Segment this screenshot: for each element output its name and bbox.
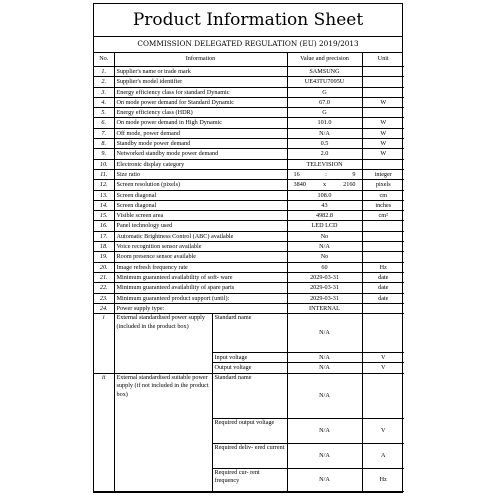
row-information: Visible screen area [114,211,287,221]
row-number: 10. [94,159,114,169]
row-value: 2029-03-31 [287,283,362,293]
table-row [94,77,404,87]
row-unit [362,67,404,77]
row-number: 15. [94,211,114,221]
power-supply-value: N/A [287,353,362,363]
row-unit [362,221,404,231]
row-unit: inches [362,200,404,210]
table-row [94,149,404,159]
row-value: 2029-03-31 [287,293,362,303]
info-table [94,52,404,492]
power-supply-label: Standard name [212,314,287,353]
row-information: Screen diagonal [114,200,287,210]
power-supply-label: Required deliv- ered current [212,443,287,468]
power-supply-value: N/A [287,373,362,418]
row-information: Minimum guaranteed availability of spare parts [114,283,287,293]
power-supply-number: ii [94,373,114,491]
row-unit [362,87,404,97]
table-row [94,252,404,262]
row-unit [362,77,404,87]
value-pair [290,180,360,189]
row-value: 67.0 [287,97,362,107]
row-number: 17. [94,231,114,241]
value-part: 16 [293,170,300,178]
power-supply-value: N/A [287,468,362,491]
row-value: 4982.8 [287,211,362,221]
row-number: 23. [94,293,114,303]
row-unit: W [362,97,404,107]
power-supply-label: Standard name [212,373,287,418]
row-information: Minimum guaranteed product support (until): [114,293,287,303]
power-supply-label: Required output voltage [212,418,287,443]
row-number: 14. [94,200,114,210]
table-row [94,87,404,97]
value-part: 2160 [343,181,356,189]
row-number: 2. [94,77,114,87]
row-unit: Hz [362,262,404,272]
power-supply-unit: V [362,363,404,373]
power-supply-row [94,373,404,418]
row-information: Off mode, power demand [114,128,287,138]
power-supply-value: N/A [287,314,362,353]
row-value: No [287,231,362,241]
row-value [287,180,362,190]
row-value: No [287,252,362,262]
value-part: : [325,170,327,178]
row-unit [362,108,404,118]
row-information: Power supply type: [114,303,287,313]
row-number: 22. [94,283,114,293]
row-number: 9. [94,149,114,159]
row-value: N/A [287,242,362,252]
row-number: 1. [94,67,114,77]
table-row [94,242,404,252]
row-information: Supplier's model identifier [114,77,287,87]
row-number: 4. [94,97,114,107]
row-value: 101.0 [287,118,362,128]
row-value: 60 [287,262,362,272]
table-row [94,97,404,107]
row-information: Screen diagonal [114,190,287,200]
row-value: 0.5 [287,139,362,149]
value-part: x [322,181,327,189]
row-unit: date [362,293,404,303]
power-supply-number: i [94,314,114,374]
row-information: Supplier's name or trade mark [114,67,287,77]
row-information: Screen resolution (pixels) [114,180,287,190]
row-number: 6. [94,118,114,128]
row-number: 19. [94,252,114,262]
row-information: Energy efficiency class for standard Dynamic [114,87,287,97]
row-information: Electronic display category [114,159,287,169]
row-unit: cm [362,190,404,200]
row-value: 108.0 [287,190,362,200]
row-unit [362,159,404,169]
row-value: G [287,87,362,97]
row-information: Room presence sensor available [114,252,287,262]
row-information: Voice recognition sensor available [114,242,287,252]
row-unit [362,303,404,313]
row-unit: integer [362,169,404,179]
table-row [94,159,404,169]
sheet-title: Product Information Sheet [94,4,402,37]
row-number: 24. [94,303,114,313]
table-row [94,283,404,293]
row-number: 7. [94,128,114,138]
power-supply-value: N/A [287,443,362,468]
table-row [94,139,404,149]
value-part: 3840 [293,181,306,189]
power-supply-label: Output voltage [212,363,287,373]
row-value [287,169,362,179]
row-number: 20. [94,262,114,272]
row-unit: date [362,272,404,282]
table-row [94,180,404,190]
row-number: 21. [94,272,114,282]
power-supply-label: Required cur- rent frequency [212,468,287,491]
power-supply-unit [362,314,404,353]
row-value: INTERNAL [287,303,362,313]
row-value: TELEVISION [287,159,362,169]
power-supply-unit [362,373,404,418]
row-value: 2029-03-31 [287,272,362,282]
value-pair [290,170,360,179]
row-information: Minimum guaranteed availability of soft- ware [114,272,287,282]
table-row [94,211,404,221]
row-number: 13. [94,190,114,200]
row-information: Standby mode power demand [114,139,287,149]
table-row [94,231,404,241]
row-number: 11. [94,169,114,179]
row-unit [362,252,404,262]
header-row [94,52,404,67]
power-supply-description: External standardised suitable power supply (if not included in the product box) [114,373,212,491]
row-information: Automatic Brightness Control (ABC) available [114,231,287,241]
header-information: Information [114,52,287,67]
row-information: Panel technology used [114,221,287,231]
power-supply-value: N/A [287,418,362,443]
power-supply-label: Input voltage [212,353,287,363]
row-unit: W [362,149,404,159]
row-unit [362,231,404,241]
row-unit: W [362,139,404,149]
power-supply-unit: V [362,353,404,363]
power-supply-value: N/A [287,363,362,373]
row-number: 8. [94,139,114,149]
row-value: 43 [287,200,362,210]
row-value: 2.0 [287,149,362,159]
header-no: No. [94,52,114,67]
value-part: 9 [352,170,356,178]
row-information: Image refresh frequency rate [114,262,287,272]
row-unit: date [362,283,404,293]
power-supply-row [94,314,404,353]
table-row [94,293,404,303]
table-row [94,108,404,118]
row-number: 5. [94,108,114,118]
table-row [94,190,404,200]
row-unit: W [362,128,404,138]
row-number: 18. [94,242,114,252]
regulation-title: COMMISSION DELEGATED REGULATION (EU) 2019/2013 [94,36,402,53]
row-value: UE43TU7095U [287,77,362,87]
row-information: On mode power demand for Standard Dynamic [114,97,287,107]
power-supply-unit: Hz [362,468,404,491]
row-unit: cm² [362,211,404,221]
row-information: Energy efficiency class (HDR) [114,108,287,118]
row-value: LED LCD [287,221,362,231]
table-row [94,118,404,128]
product-information-sheet [93,3,403,493]
row-number: 16. [94,221,114,231]
table-row [94,128,404,138]
row-information: Networked standby mode power demand [114,149,287,159]
row-number: 12. [94,180,114,190]
power-supply-description: External standardised power supply (included in the product box) [114,314,212,374]
row-number: 3. [94,87,114,97]
header-unit: Unit [362,52,404,67]
row-information: Size ratio [114,169,287,179]
row-unit: pixels [362,180,404,190]
table-row [94,303,404,313]
row-value: SAMSUNG [287,67,362,77]
row-unit [362,242,404,252]
table-row [94,272,404,282]
table-row [94,262,404,272]
row-unit: W [362,118,404,128]
power-supply-unit: A [362,443,404,468]
table-row [94,200,404,210]
power-supply-unit: V [362,418,404,443]
row-value: N/A [287,128,362,138]
header-value: Value and precision [287,52,362,67]
table-row [94,221,404,231]
row-value: G [287,108,362,118]
row-information: On mode power demand in High Dynamic [114,118,287,128]
table-row [94,67,404,77]
table-row [94,169,404,179]
